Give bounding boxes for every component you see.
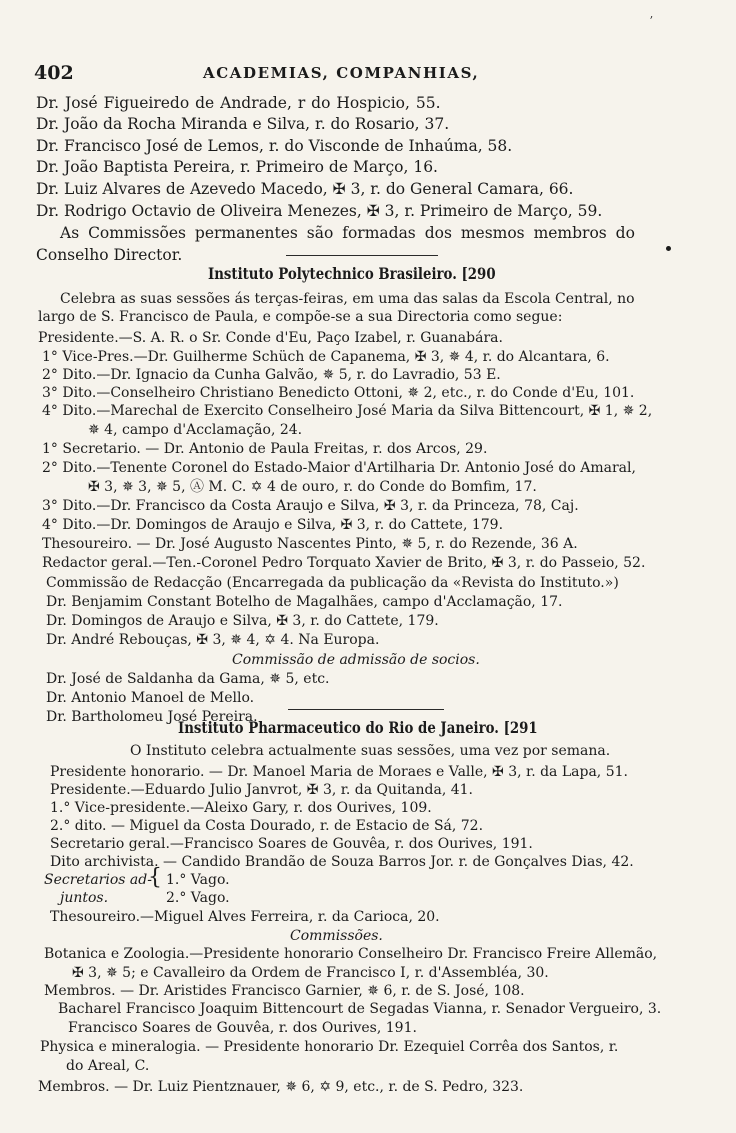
officer-line: Secretario geral.—Francisco Soares de Gouvêa, r. dos Ourives, 191. [50,836,533,852]
section-title: Instituto Polytechnico Brasileiro. [290 [208,264,496,283]
member-line: Dr. Domingos de Araujo e Silva, ✠ 3, r. do Cattete, 179. [46,613,439,629]
paragraph-line: Celebra as suas sessões ás terças-feiras, em uma das salas da Escola Central, no [60,291,635,307]
member-line: Dr. Antonio Manoel de Mello. [46,690,255,706]
paragraph-line: largo de S. Francisco de Paula, e compõe-se a sua Directoria como segue: [38,309,563,325]
commission-line: Botanica e Zoologia.—Presidente honorario Conselheiro Dr. Francisco Freire Allemão, [44,946,658,962]
commission-heading: Commissão de admissão de socios. [232,652,480,668]
member-line: Dr. Benjamim Constant Botelho de Magalhães, campo d'Acclamação, 17. [46,594,563,610]
member-line: Dr. José de Saldanha da Gama, ✵ 5, etc. [46,671,330,687]
officer-label: juntos. [60,890,109,906]
ink-dot [666,246,671,251]
officer-line: 2.° Vago. [166,890,230,906]
officer-line: 2.° dito. — Miguel da Costa Dourado, r. de Estacio de Sá, 72. [50,818,484,834]
member-line: Dr. Francisco José de Lemos, r. do Visconde de Inhaúma, 58. [36,137,513,155]
member-line: Dr. Luiz Alvares de Azevedo Macedo, ✠ 3, r. do General Camara, 66. [36,180,574,198]
officer-line: Dito archivista. — Candido Brandão de Souza Barros Jor. r. de Gonçalves Dias, 42. [50,854,634,870]
commission-line: Francisco Soares de Gouvêa, r. dos Ourives, 191. [68,1020,417,1036]
member-line: Dr. José Figueiredo de Andrade, r do Hospicio, 55. [36,94,441,112]
officer-line: 4° Dito.—Marechal de Exercito Conselheiro José Maria da Silva Bittencourt, ✠ 1, ✵ 2, [42,403,653,419]
commission-heading: Commissão de Redacção (Encarregada da publicação da «Revista do Instituto.») [46,575,619,591]
officer-line: 3° Dito.—Dr. Francisco da Costa Araujo e Silva, ✠ 3, r. da Princeza, 78, Caj. [42,498,579,514]
officer-line: 2° Dito.—Dr. Ignacio da Cunha Galvão, ✵ 5, r. do Lavradio, 53 E. [42,367,501,383]
commission-line: do Areal, C. [66,1058,150,1074]
officer-line: 2° Dito.—Tenente Coronel do Estado-Maior d'Artilharia Dr. Antonio José do Amaral, [42,460,636,476]
officer-label: Secretarios ad- [44,872,152,888]
officer-line: Thesoureiro. — Dr. José Augusto Nascentes Pinto, ✵ 5, r. do Rezende, 36 A. [42,536,578,552]
paragraph-line: Conselho Director. [36,246,183,264]
commission-line: ✠ 3, ✵ 5; e Cavalleiro da Ordem de Francisco I, r. d'Assembléa, 30. [72,965,549,981]
section-title: Instituto Pharmaceutico do Rio de Janeiro. [291 [178,718,538,737]
officer-line: Redactor geral.—Ten.-Coronel Pedro Torquato Xavier de Brito, ✠ 3, r. do Passeio, 52. [42,555,646,571]
officer-line: 1.° Vice-presidente.—Aleixo Gary, r. dos Ourives, 109. [50,800,432,816]
officer-line: 3° Dito.—Conselheiro Christiano Benedicto Ottoni, ✵ 2, etc., r. do Conde d'Eu, 101. [42,385,635,401]
member-line: Dr. Bartholomeu José Pereira. [46,709,258,725]
member-line: Dr. André Rebouças, ✠ 3, ✵ 4, ✡ 4. Na Europa. [46,632,380,648]
running-title: ACADEMIAS, COMPANHIAS, [203,64,480,82]
brace: { [148,865,162,890]
section-rule [286,255,438,256]
commission-line: Bacharel Francisco Joaquim Bittencourt de Segadas Vianna, r. Senador Vergueiro, 3. [58,1001,662,1017]
commission-line: Membros. — Dr. Aristides Francisco Garnier, ✵ 6, r. de S. José, 108. [44,983,525,999]
officer-line: Presidente honorario. — Dr. Manoel Maria de Moraes e Valle, ✠ 3, r. da Lapa, 51. [50,764,628,780]
paragraph-line: As Commissões permanentes são formadas dos mesmos membros do [60,224,635,242]
officer-line: ✠ 3, ✵ 3, ✵ 5, Ⓐ M. C. ✡ 4 de ouro, r. do Conde do Bomfim, 17. [88,479,537,495]
commission-line: Membros. — Dr. Luiz Pientznauer, ✵ 6, ✡ 9, etc., r. de S. Pedro, 323. [38,1079,524,1095]
officer-line: ✵ 4, campo d'Acclamação, 24. [88,422,303,438]
member-line: Dr. Rodrigo Octavio de Oliveira Menezes, ✠ 3, r. Primeiro de Março, 59. [36,202,603,220]
officer-line: 1.° Vago. [166,872,230,888]
page-number: 402 [34,62,74,84]
officer-line: Thesoureiro.—Miguel Alves Ferreira, r. da Carioca, 20. [50,909,440,925]
officer-line: Presidente.—Eduardo Julio Janvrot, ✠ 3, r. da Quitanda, 41. [50,782,473,798]
member-line: Dr. João Baptista Pereira, r. Primeiro de Março, 16. [36,158,438,176]
commission-heading: Commissões. [290,928,383,944]
section-rule [288,709,444,710]
officer-line: 1° Secretario. — Dr. Antonio de Paula Freitas, r. dos Arcos, 29. [42,441,488,457]
margin-tick: ʼ [649,14,653,28]
officer-line: 1° Vice-Pres.—Dr. Guilherme Schüch de Capanema, ✠ 3, ✵ 4, r. do Alcantara, 6. [42,349,610,365]
officer-line: 4° Dito.—Dr. Domingos de Araujo e Silva, ✠ 3, r. do Cattete, 179. [42,517,504,533]
commission-line: Physica e mineralogia. — Presidente honorario Dr. Ezequiel Corrêa dos Santos, r. [40,1039,619,1055]
member-line: Dr. João da Rocha Miranda e Silva, r. do Rosario, 37. [36,115,450,133]
officer-line: Presidente.—S. A. R. o Sr. Conde d'Eu, Paço Izabel, r. Guanabára. [38,330,503,346]
paragraph-line: O Instituto celebra actualmente suas sessões, uma vez por semana. [130,743,611,759]
